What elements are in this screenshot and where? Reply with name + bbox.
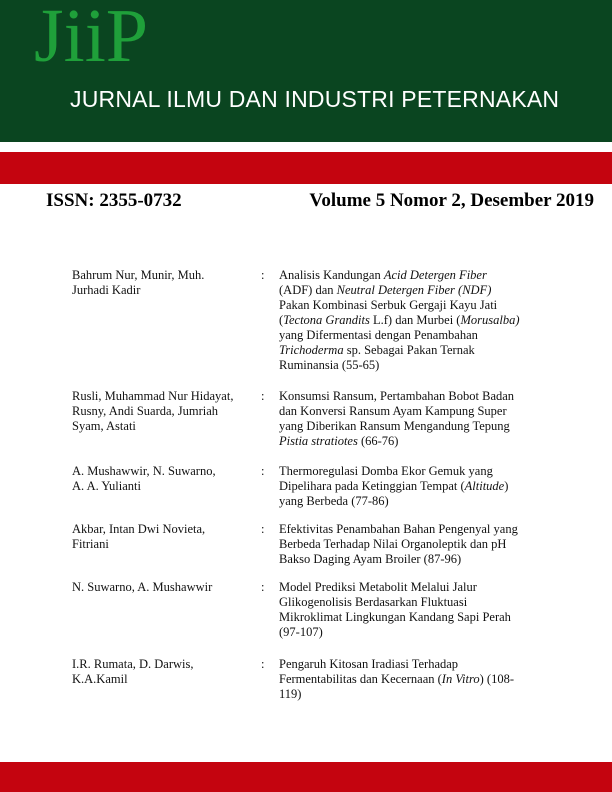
title-text: Dipelihara pada Ketinggian Tempat ( xyxy=(279,479,465,493)
title-text: Mikroklimat Lingkungan Kandang Sapi Perah xyxy=(279,610,511,624)
title-text: Thermoregulasi Domba Ekor Gemuk yang xyxy=(279,464,493,478)
title-text: Fermentabilitas dan Kecernaan ( xyxy=(279,672,442,686)
title-line xyxy=(279,595,559,610)
title-text: (66-76) xyxy=(357,434,399,448)
title-text: Pakan Kombinasi Serbuk Gergaji Kayu Jati xyxy=(279,298,498,312)
title-line xyxy=(279,494,559,509)
title-text: Efektivitas Penambahan Bahan Pengenyal yang xyxy=(279,522,518,536)
author-line: Syam, Astati xyxy=(72,419,136,433)
entry-authors xyxy=(72,268,252,298)
author-line: Akbar, Intan Dwi Novieta, xyxy=(72,522,206,536)
entry-separator: : xyxy=(261,580,265,594)
title-text: ( xyxy=(279,313,284,327)
title-line xyxy=(279,657,559,672)
entry-title[interactable] xyxy=(279,389,559,449)
divider-stripe xyxy=(0,142,612,152)
author-line: A. A. Yulianti xyxy=(72,479,141,493)
entry-title[interactable] xyxy=(279,522,559,567)
author-line: N. Suwarno, A. Mushawwir xyxy=(72,580,213,594)
journal-name: JURNAL ILMU DAN INDUSTRI PETERNAKAN xyxy=(70,86,560,112)
title-line xyxy=(279,464,559,479)
red-band-top xyxy=(0,152,612,184)
title-text: ) (108- xyxy=(479,672,514,686)
title-text: Glikogenolisis Berdasarkan Fluktuasi xyxy=(279,595,468,609)
header-band xyxy=(0,0,612,142)
title-text: Analisis Kandungan xyxy=(279,268,384,282)
title-italic-text: Acid Detergen Fiber xyxy=(383,268,487,282)
title-text: Bakso Daging Ayam Broiler (87-96) xyxy=(279,552,462,566)
title-line xyxy=(279,537,559,552)
title-text: (ADF) dan xyxy=(279,283,337,297)
journal-logo: JiiP xyxy=(34,0,149,78)
red-band-bottom xyxy=(0,762,612,792)
author-line: A. Mushawwir, N. Suwarno, xyxy=(72,464,216,478)
title-italic-text: Trichoderma xyxy=(279,343,344,357)
title-line xyxy=(279,343,559,358)
title-italic-text: Tectona Grandits xyxy=(283,313,370,327)
title-line xyxy=(279,610,559,625)
title-line xyxy=(279,358,559,373)
title-text: Konsumsi Ransum, Pertambahan Bobot Badan xyxy=(279,389,515,403)
title-line xyxy=(279,313,559,328)
entry-title[interactable] xyxy=(279,580,559,640)
title-italic-text: In Vitro xyxy=(441,672,480,686)
title-line xyxy=(279,328,559,343)
author-line: Rusli, Muhammad Nur Hidayat, xyxy=(72,389,234,403)
title-line xyxy=(279,419,559,434)
title-line xyxy=(279,672,559,687)
entry-separator: : xyxy=(261,657,265,671)
author-line: Fitriani xyxy=(72,537,109,551)
title-line xyxy=(279,434,559,449)
issn-label: ISSN: 2355-0732 xyxy=(46,190,182,211)
title-italic-text: Neutral Detergen Fiber (NDF) xyxy=(336,283,492,297)
title-line xyxy=(279,298,559,313)
entry-authors xyxy=(72,580,252,595)
title-text: yang Difermentasi dengan Penambahan xyxy=(279,328,478,342)
title-line xyxy=(279,283,559,298)
entry-title[interactable] xyxy=(279,268,559,373)
author-line: I.R. Rumata, D. Darwis, xyxy=(72,657,194,671)
title-italic-text: Morusalba) xyxy=(460,313,520,327)
entry-authors xyxy=(72,657,252,687)
entry-authors xyxy=(72,464,252,494)
title-text: Model Prediksi Metabolit Melalui Jalur xyxy=(279,580,477,594)
entry-title[interactable] xyxy=(279,464,559,509)
entry-separator: : xyxy=(261,522,265,536)
title-line xyxy=(279,389,559,404)
author-line: Bahrum Nur, Munir, Muh. xyxy=(72,268,205,282)
title-text: dan Konversi Ransum Ayam Kampung Super xyxy=(279,404,507,418)
author-line: K.A.Kamil xyxy=(72,672,128,686)
entry-separator: : xyxy=(261,389,265,403)
entry-separator: : xyxy=(261,268,265,282)
title-text: Ruminansia (55-65) xyxy=(279,358,380,372)
title-text: yang Diberikan Ransum Mengandung Tepung xyxy=(279,419,510,433)
title-line xyxy=(279,625,559,640)
title-line xyxy=(279,522,559,537)
title-text: yang Berbeda (77-86) xyxy=(279,494,389,508)
title-text: (97-107) xyxy=(279,625,323,639)
title-line xyxy=(279,268,559,283)
title-text: ) xyxy=(504,479,509,493)
title-line xyxy=(279,687,559,702)
title-line xyxy=(279,552,559,567)
title-italic-text: Pistia stratiotes xyxy=(279,434,358,448)
title-text: sp. Sebagai Pakan Ternak xyxy=(343,343,475,357)
title-text: 119) xyxy=(279,687,302,701)
title-italic-text: Altitude xyxy=(464,479,505,493)
entry-separator: : xyxy=(261,464,265,478)
entry-title[interactable] xyxy=(279,657,559,702)
title-line xyxy=(279,479,559,494)
title-text: Pengaruh Kitosan Iradiasi Terhadap xyxy=(279,657,459,671)
volume-label: Volume 5 Nomor 2, Desember 2019 xyxy=(309,190,594,211)
title-line xyxy=(279,580,559,595)
entry-authors xyxy=(72,522,252,552)
title-text: L.f) dan Murbei ( xyxy=(369,313,461,327)
author-line: Rusny, Andi Suarda, Jumriah xyxy=(72,404,219,418)
title-line xyxy=(279,404,559,419)
title-text: Berbeda Terhadap Nilai Organoleptik dan pH xyxy=(279,537,507,551)
entry-authors xyxy=(72,389,252,434)
author-line: Jurhadi Kadir xyxy=(72,283,141,297)
